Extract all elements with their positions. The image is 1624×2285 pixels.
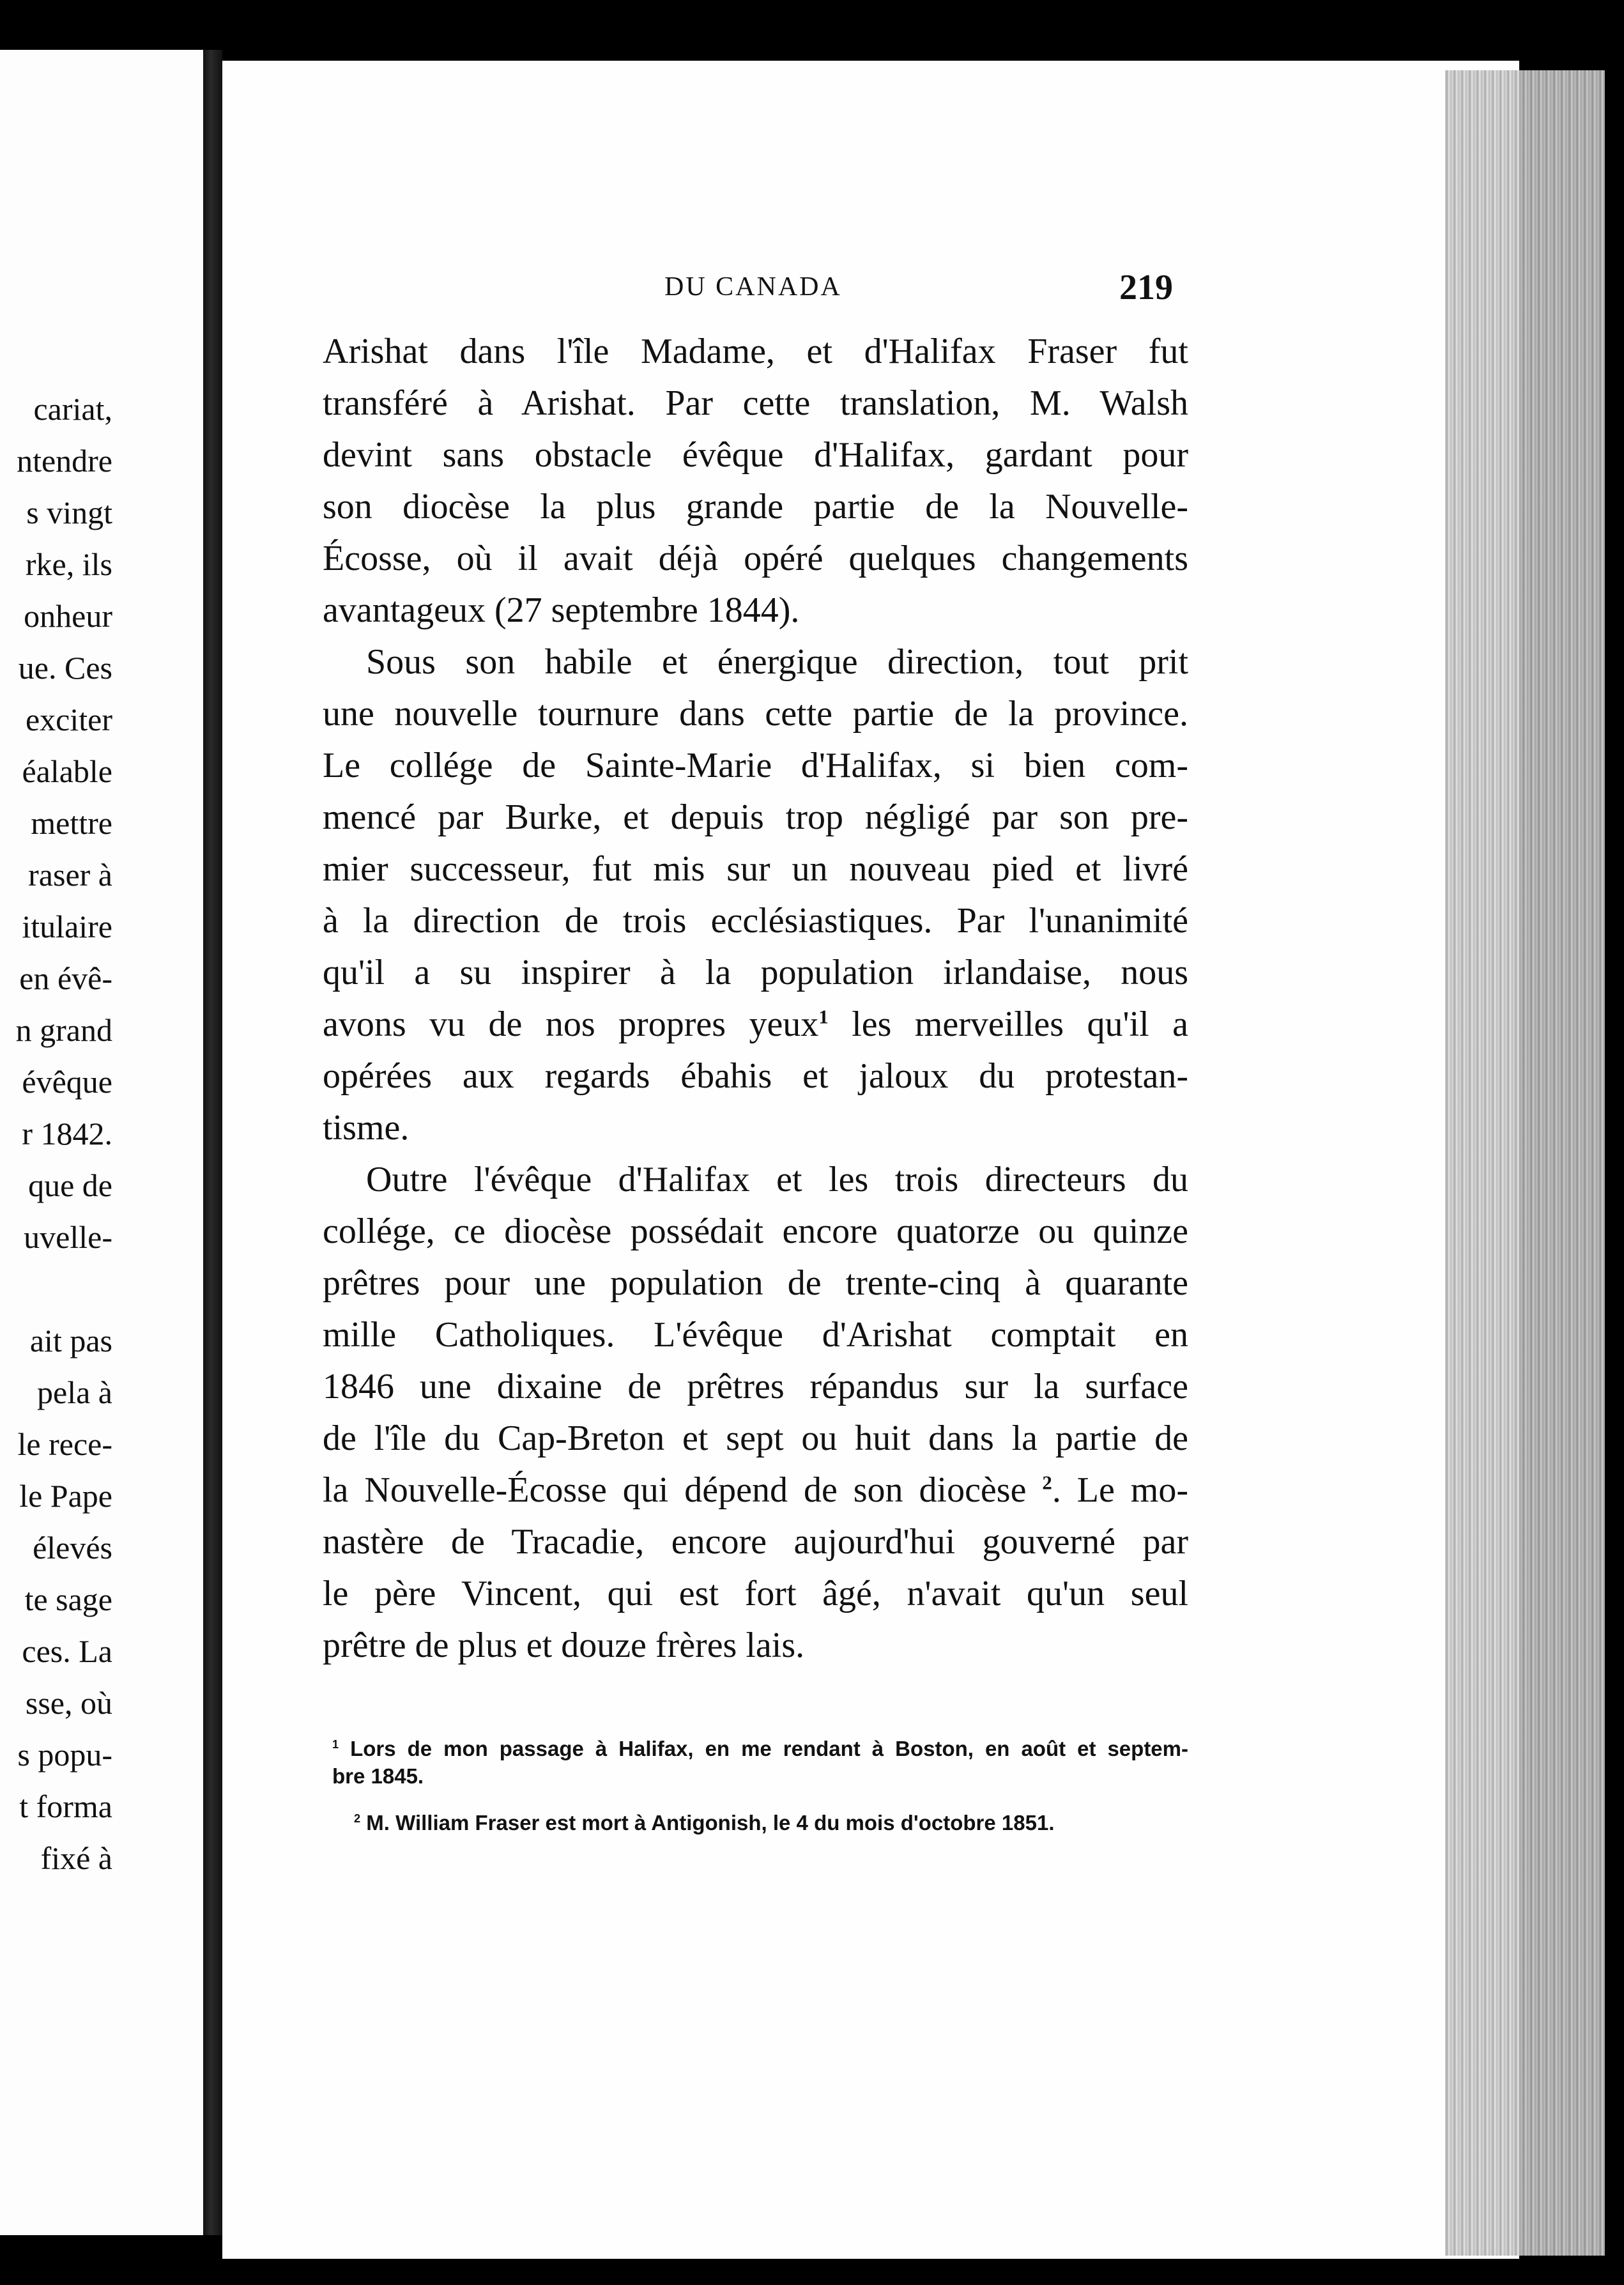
left-page-line: le Pape [19, 1478, 112, 1514]
left-facing-page [0, 50, 203, 2235]
paragraph-1 [323, 326, 1188, 636]
text-line: avantageux (27 septembre 1844). [323, 590, 800, 630]
text-line: mille Catholiques. L'évêque d'Arishat comptait en [323, 1315, 1188, 1355]
text-line: opérées aux regards ébahis et jaloux du protestan- [323, 1056, 1188, 1096]
left-page-line: ntendre [17, 443, 112, 479]
left-page-line: que de [28, 1167, 112, 1203]
body-text [323, 326, 1188, 1672]
left-page-line: ue. Ces [18, 650, 112, 686]
text-line: Écosse, où il avait déjà opéré quelques changements [323, 539, 1188, 578]
left-page-line: rke, ils [25, 546, 112, 582]
page-edge-stack [1445, 70, 1605, 2256]
text-segment: avons vu de nos propres yeux [323, 1004, 819, 1044]
left-page-line: s popu- [17, 1737, 112, 1773]
left-page-line: onheur [24, 598, 112, 634]
scan-border [1605, 61, 1624, 2285]
paragraph-3 [323, 1154, 1188, 1672]
left-page-line: itulaire [22, 909, 112, 944]
left-page-line: le rece- [17, 1426, 112, 1462]
text-line: le père Vincent, qui est fort âgé, n'avait qu'un seul [323, 1574, 1188, 1613]
left-page-line: sse, où [25, 1685, 112, 1721]
text-line: qu'il a su inspirer à la population irlandaise, nous [323, 953, 1188, 992]
text-line: 1846 une dixaine de prêtres répandus sur la surface [323, 1367, 1188, 1406]
left-page-text [0, 383, 112, 1884]
left-page-line: mettre [31, 805, 112, 841]
text-line: transféré à Arishat. Par cette translation, M. Walsh [323, 383, 1188, 423]
left-page-line: en évê- [19, 960, 112, 996]
text-line: Arishat dans l'île Madame, et d'Halifax Fraser fut [323, 332, 1188, 371]
footnote-marker: 1 [332, 1738, 339, 1751]
running-head: DU CANADA [664, 272, 842, 302]
left-page-line: n grand [15, 1012, 112, 1048]
left-page-line: uvelle- [24, 1219, 112, 1255]
text-segment: la Nouvelle-Écosse qui dépend de son diocèse [323, 1470, 1027, 1510]
book-gutter [203, 50, 222, 2235]
left-page-line: ces. La [22, 1633, 112, 1669]
text-line [323, 999, 1188, 1050]
footnote-2 [332, 1809, 1188, 1836]
text-line: son diocèse la plus grande partie de la Nouvelle- [323, 487, 1188, 527]
text-line: de l'île du Cap-Breton et sept ou huit dans la partie de [323, 1419, 1188, 1458]
footnote-1 [332, 1735, 1188, 1762]
text-line: collége, ce diocèse possédait encore quatorze ou quinze [323, 1212, 1188, 1251]
paragraph-2 [323, 636, 1188, 1154]
left-page-line: s vingt [26, 495, 112, 530]
left-page-line: évêque [22, 1064, 112, 1100]
left-page-line: ait pas [29, 1323, 112, 1358]
left-page-line: t forma [19, 1789, 112, 1824]
text-line: prêtres pour une population de trente-cinq à quarante [323, 1263, 1188, 1303]
left-page-line: cariat, [33, 391, 112, 427]
page-number: 219 [1119, 268, 1173, 307]
text-line: devint sans obstacle évêque d'Halifax, gardant pour [323, 435, 1188, 475]
footnote-text: M. William Fraser est mort à Antigonish, le 4 du mois d'octobre 1851. [366, 1811, 1055, 1835]
footnote-text: Lors de mon passage à Halifax, en me rendant à Boston, en août et septem- [350, 1737, 1188, 1760]
text-line: tisme. [323, 1108, 410, 1148]
left-page-line: élevés [33, 1530, 112, 1566]
left-page-line: r 1842. [22, 1116, 112, 1151]
left-page-line: pela à [37, 1374, 112, 1410]
text-line: prêtre de plus et douze frères lais. [323, 1626, 805, 1665]
left-page-line [0, 1263, 112, 1315]
text-line: à la direction de trois ecclésiastiques. Par l'unanimité [323, 901, 1188, 941]
left-page-line: exciter [25, 702, 112, 737]
text-line: nastère de Tracadie, encore aujourd'hui gouverné par [323, 1522, 1188, 1562]
text-segment: les merveilles qu'il a [852, 1004, 1189, 1044]
left-page-line: te sage [24, 1581, 112, 1617]
footnotes [332, 1735, 1188, 1836]
footnote-1-continued: bre 1845. [332, 1764, 424, 1788]
footnote-ref-1[interactable]: 1 [818, 1006, 829, 1028]
text-line [323, 1465, 1188, 1516]
text-line: Le collége de Sainte-Marie d'Halifax, si bien com- [323, 746, 1188, 785]
text-line: une nouvelle tournure dans cette partie de la province. [323, 694, 1188, 734]
left-page-line: éalable [22, 753, 112, 789]
left-page-line: raser à [28, 857, 112, 893]
text-segment: . Le mo- [1052, 1470, 1189, 1510]
text-line: Sous son habile et énergique direction, tout prit [366, 642, 1188, 682]
text-line: mencé par Burke, et depuis trop négligé par son pre- [323, 797, 1188, 837]
footnote-ref-2[interactable]: 2 [1042, 1472, 1052, 1494]
left-page-line: fixé à [40, 1840, 112, 1876]
text-line: Outre l'évêque d'Halifax et les trois directeurs du [366, 1160, 1188, 1199]
footnote-marker: 2 [354, 1812, 361, 1825]
text-line: mier successeur, fut mis sur un nouveau pied et livré [323, 849, 1188, 889]
